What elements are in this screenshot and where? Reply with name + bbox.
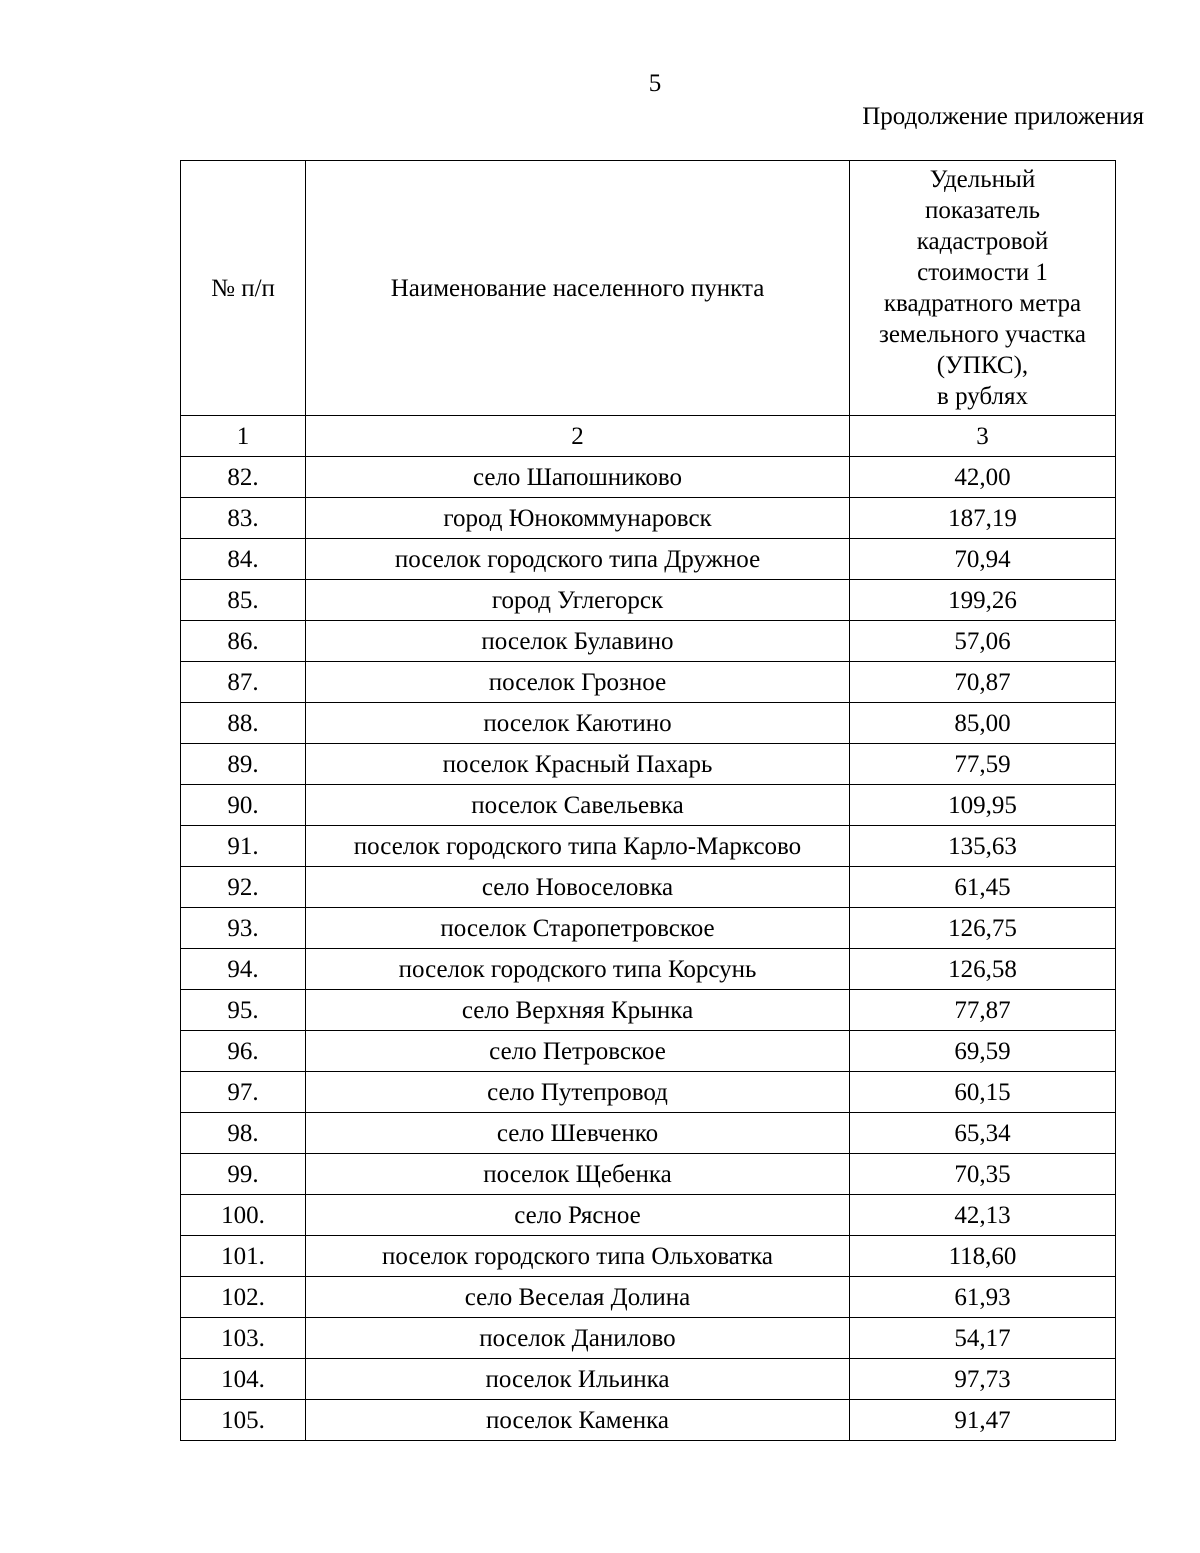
settlement-name: поселок городского типа Ольховатка [306,1236,850,1277]
row-number: 85. [181,580,306,621]
header-name: Наименование населенного пункта [306,161,850,416]
table-row [181,785,1116,826]
settlement-name: поселок городского типа Корсунь [306,949,850,990]
settlement-name: село Шевченко [306,1113,850,1154]
table-body [181,457,1116,1441]
table-row [181,744,1116,785]
table-row [181,1236,1116,1277]
header-value-line: (УПКС), [936,352,1029,379]
settlement-name: село Путепровод [306,1072,850,1113]
settlement-name: поселок Ильинка [306,1359,850,1400]
header-value-line: показатель [925,197,1040,224]
upks-value: 126,75 [850,908,1116,949]
upks-value: 60,15 [850,1072,1116,1113]
table-row [181,662,1116,703]
row-number: 92. [181,867,306,908]
table-row [181,539,1116,580]
table-row [181,1359,1116,1400]
upks-value: 135,63 [850,826,1116,867]
upks-value: 69,59 [850,1031,1116,1072]
page-number: 5 [648,70,662,97]
table-row [181,703,1116,744]
table-row [181,1318,1116,1359]
settlement-name: село Петровское [306,1031,850,1072]
settlement-name: поселок Старопетровское [306,908,850,949]
continuation-label: Продолжение приложения [862,103,1144,130]
row-number: 82. [181,457,306,498]
row-number: 96. [181,1031,306,1072]
upks-value: 199,26 [850,580,1116,621]
upks-value: 126,58 [850,949,1116,990]
upks-value: 109,95 [850,785,1116,826]
table-row [181,826,1116,867]
table-row [181,949,1116,990]
row-number: 91. [181,826,306,867]
row-number: 83. [181,498,306,539]
settlement-name: село Веселая Долина [306,1277,850,1318]
header-value-line: земельного участка [878,321,1087,348]
table-row [181,1154,1116,1195]
settlement-name: поселок Булавино [306,621,850,662]
row-number: 104. [181,1359,306,1400]
upks-value: 97,73 [850,1359,1116,1400]
table-row [181,1031,1116,1072]
table-row [181,990,1116,1031]
header-num: № п/п [181,161,306,416]
settlement-name: поселок Каютино [306,703,850,744]
row-number: 95. [181,990,306,1031]
upks-value: 61,45 [850,867,1116,908]
table-row [181,1277,1116,1318]
settlement-name: поселок Данилово [306,1318,850,1359]
upks-value: 54,17 [850,1318,1116,1359]
settlement-name: село Шапошниково [306,457,850,498]
upks-value: 70,35 [850,1154,1116,1195]
settlement-name: поселок Грозное [306,662,850,703]
row-number: 102. [181,1277,306,1318]
row-number: 86. [181,621,306,662]
table-row [181,498,1116,539]
table-row [181,457,1116,498]
row-number: 88. [181,703,306,744]
upks-value: 118,60 [850,1236,1116,1277]
settlement-name: село Верхняя Крынка [306,990,850,1031]
table-row [181,621,1116,662]
table-row [181,908,1116,949]
upks-value: 91,47 [850,1400,1116,1441]
header-value-line: Удельный [929,166,1036,193]
row-number: 100. [181,1195,306,1236]
settlement-name: поселок городского типа Дружное [306,539,850,580]
row-number: 89. [181,744,306,785]
row-number: 97. [181,1072,306,1113]
upks-value: 42,13 [850,1195,1116,1236]
table-row [181,867,1116,908]
column-number: 3 [850,416,1116,457]
upks-value: 65,34 [850,1113,1116,1154]
row-number: 84. [181,539,306,580]
header-value-line: стоимости 1 [917,259,1048,286]
row-number: 101. [181,1236,306,1277]
column-number-row [181,416,1116,457]
settlement-name: село Рясное [306,1195,850,1236]
row-number: 103. [181,1318,306,1359]
table-row [181,1072,1116,1113]
upks-value: 61,93 [850,1277,1116,1318]
cadastral-value-table [180,160,1116,1441]
upks-value: 85,00 [850,703,1116,744]
settlement-name: поселок Щебенка [306,1154,850,1195]
table-header-row [181,161,1116,416]
upks-value: 77,59 [850,744,1116,785]
upks-value: 77,87 [850,990,1116,1031]
table-row [181,580,1116,621]
header-value [850,161,1116,416]
header-value-line: в рублях [937,383,1028,410]
header-value-line: квадратного метра [883,290,1082,317]
table-row [181,1400,1116,1441]
upks-value: 70,94 [850,539,1116,580]
upks-value: 187,19 [850,498,1116,539]
row-number: 90. [181,785,306,826]
upks-value: 70,87 [850,662,1116,703]
row-number: 94. [181,949,306,990]
row-number: 99. [181,1154,306,1195]
column-number: 1 [181,416,306,457]
column-number: 2 [306,416,850,457]
settlement-name: село Новоселовка [306,867,850,908]
row-number: 87. [181,662,306,703]
settlement-name: город Юнокоммунаровск [306,498,850,539]
table-row [181,1113,1116,1154]
settlement-name: поселок Савельевка [306,785,850,826]
settlement-name: поселок городского типа Карло-Марксово [306,826,850,867]
row-number: 98. [181,1113,306,1154]
upks-value: 57,06 [850,621,1116,662]
row-number: 93. [181,908,306,949]
table-row [181,1195,1116,1236]
settlement-name: город Углегорск [306,580,850,621]
header-value-line: кадастровой [916,228,1049,255]
upks-value: 42,00 [850,457,1116,498]
settlement-name: поселок Красный Пахарь [306,744,850,785]
settlement-name: поселок Каменка [306,1400,850,1441]
row-number: 105. [181,1400,306,1441]
